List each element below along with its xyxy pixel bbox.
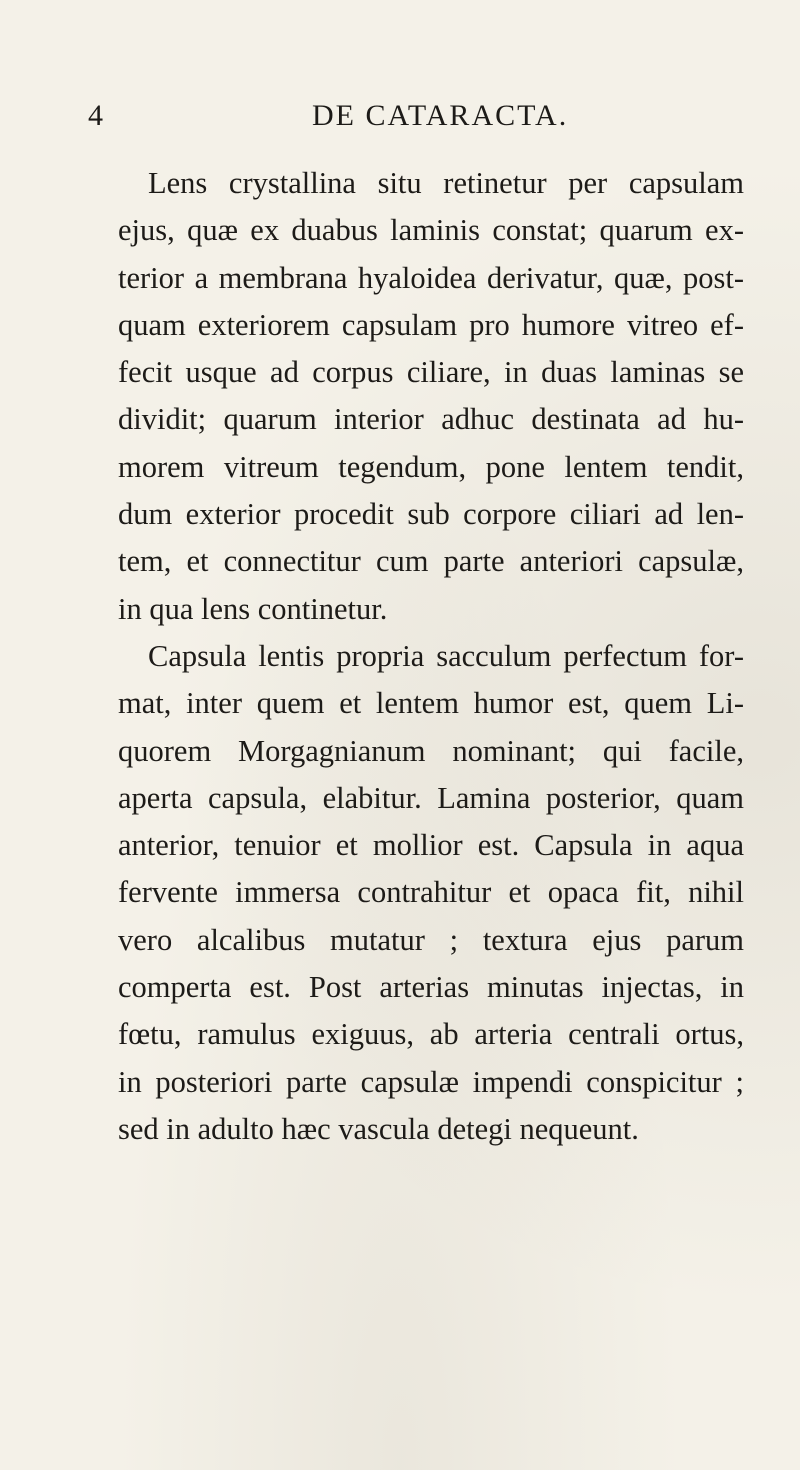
text-line: anterior, tenuior et mollior est. Capsula in aqua <box>118 828 744 863</box>
text-line: morem vitreum tegendum, pone lentem tendit, <box>118 449 744 484</box>
text-line: in posteriori parte capsulæ impendi conspicitur ; <box>118 1064 744 1099</box>
text-line: fervente immersa contrahitur et opaca fit, nihil <box>118 875 744 910</box>
text-line: dum exterior procedit sub corpore ciliari ad len- <box>118 497 744 532</box>
page-number: 4 <box>88 99 103 132</box>
text-line: sed in adulto hæc vascula detegi nequeunt. <box>118 1111 639 1146</box>
text-line: fœtu, ramulus exiguus, ab arteria centrali ortus, <box>118 1017 744 1052</box>
text-line: dividit; quarum interior adhuc destinata ad hu- <box>118 402 744 437</box>
page-header <box>0 96 800 146</box>
text-line: quam exteriorem capsulam pro humore vitreo ef- <box>118 307 744 342</box>
text-line: mat, inter quem et lentem humor est, quem Li- <box>118 686 744 721</box>
text-line: terior a membrana hyaloidea derivatur, quæ, post- <box>118 260 744 295</box>
text-line: comperta est. Post arterias minutas injectas, in <box>118 970 744 1005</box>
body-text <box>118 160 744 1153</box>
text-line: fecit usque ad corpus ciliare, in duas laminas se <box>118 355 744 390</box>
text-line: Capsula lentis propria sacculum perfectum for- <box>148 638 744 673</box>
text-line: tem, et connectitur cum parte anteriori capsulæ, <box>118 544 744 579</box>
text-line: ejus, quæ ex duabus laminis constat; quarum ex- <box>118 213 744 248</box>
text-line: quorem Morgagnianum nominant; qui facile, <box>118 733 744 768</box>
text-line: vero alcalibus mutatur ; textura ejus parum <box>118 922 744 957</box>
show-through-texture <box>118 1030 678 1150</box>
text-line: in qua lens continetur. <box>118 591 388 626</box>
running-title: DE CATARACTA. <box>312 99 569 132</box>
text-line: aperta capsula, elabitur. Lamina posterior, quam <box>118 780 744 815</box>
text-line: Lens crystallina situ retinetur per capsulam <box>148 166 744 200</box>
